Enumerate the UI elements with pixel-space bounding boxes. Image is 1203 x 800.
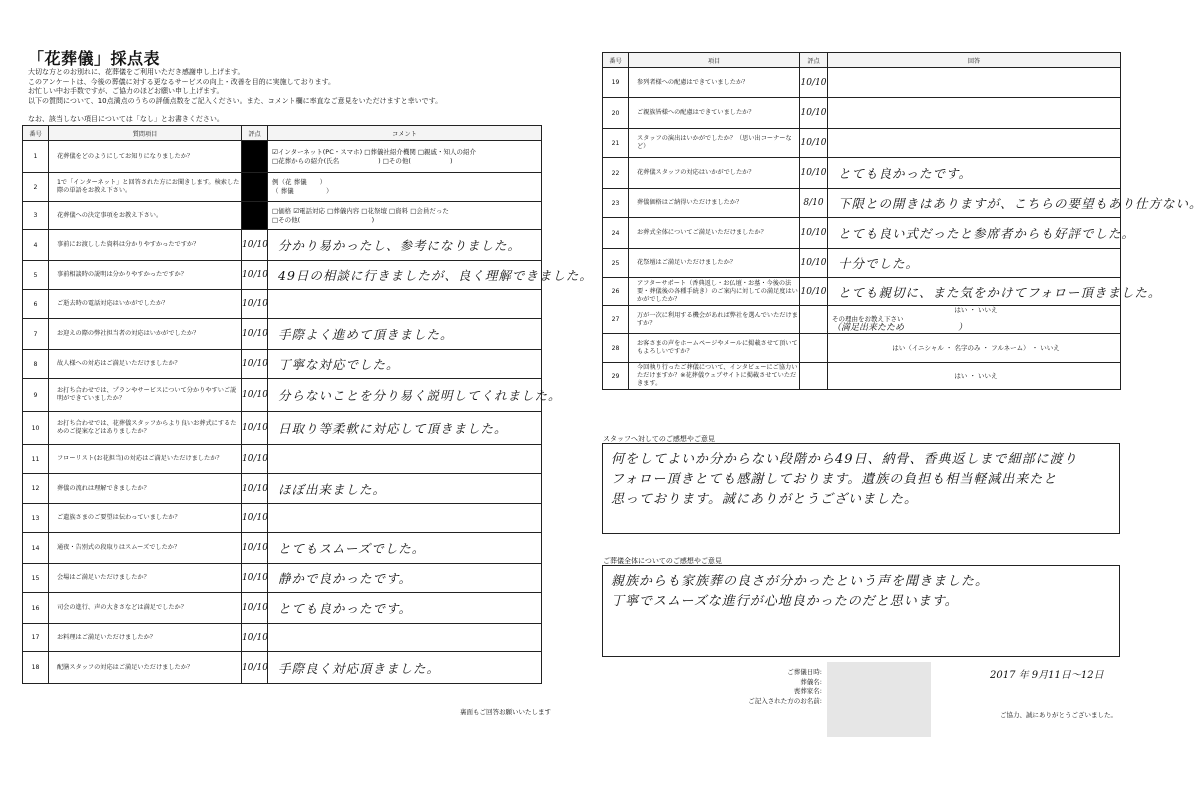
reason-value: （満足出来たため ） xyxy=(832,323,968,333)
score-value: 8/10 xyxy=(800,189,828,218)
score-value: 10/10 xyxy=(242,504,268,533)
answer-value: 下限との開きはありますが、こちらの要望もあり仕方ない。 xyxy=(828,189,1121,218)
comment-line: 思っております。誠にありがとうございました。 xyxy=(611,492,918,507)
question-text: フローリスト(お花担当)の対応はご満足いただけましたか？ xyxy=(49,445,242,474)
score-value: 10/10 xyxy=(242,230,268,261)
option-line: □花葬からの紹介(氏名 ) □その他( ) xyxy=(272,156,453,165)
table-row xyxy=(23,564,542,593)
answer-value: とても良い式だったと参席者からも好評でした。 xyxy=(828,218,1121,249)
deceased-label: 喪葬家名: xyxy=(793,687,822,695)
choice-cell xyxy=(828,306,1121,334)
score-value: 10/10 xyxy=(242,564,268,593)
answer-value xyxy=(828,98,1121,129)
overall-comment-label: ご葬儀全体についてのご感想やご意見 xyxy=(603,557,722,565)
question-text: お打ち合わせでは、花葬儀スタッフからより良いお葬式にするためのご提案などはありましたか？ xyxy=(49,412,242,445)
comment-value: とても良かったです。 xyxy=(268,593,542,624)
question-text: 配膳スタッフの対応はご満足いただけましたか？ xyxy=(49,652,242,684)
row-number: 20 xyxy=(603,98,629,129)
staff-comment-label: スタッフへ対してのご感想やご意見 xyxy=(603,435,715,443)
row-number: 7 xyxy=(23,319,49,350)
intro-text xyxy=(28,68,558,106)
table-row xyxy=(603,158,1121,189)
question-text: 花葬儀スタッフの対応はいかがでしたか？ xyxy=(629,158,800,189)
header-num: 番号 xyxy=(603,53,629,68)
score-value: 10/10 xyxy=(242,350,268,379)
comment-value: 分らないことを分り易く説明してくれました。 xyxy=(268,379,542,412)
score-value: 10/10 xyxy=(242,652,268,684)
score-value: 10/10 xyxy=(242,290,268,319)
score-value: 10/10 xyxy=(242,445,268,474)
choice-options: はい（イニシャル ・ 名字のみ ・ フルネーム） ・ いいえ xyxy=(892,343,1060,352)
comment-value: 分かり易かったし、参考になりました。 xyxy=(268,230,542,261)
funeral-date-value: 2017 年 9月11日〜12日 xyxy=(990,670,1104,681)
answer-value: 十分でした。 xyxy=(828,249,1121,278)
row-number: 16 xyxy=(23,593,49,624)
choice-cell xyxy=(828,334,1121,363)
redacted-block xyxy=(827,662,931,737)
staff-comment-box xyxy=(602,443,1120,534)
choice-options: はい ・ いいえ xyxy=(954,371,998,380)
score-value: 10/10 xyxy=(242,412,268,445)
row-number: 2 xyxy=(23,173,49,202)
row-number: 6 xyxy=(23,290,49,319)
question-text: 参列者様への配慮はできていましたか？ xyxy=(629,68,800,98)
comment-value: ほぼ出来ました。 xyxy=(268,474,542,504)
table-row xyxy=(603,129,1121,158)
table-row xyxy=(603,189,1121,218)
score-value: 10/10 xyxy=(242,533,268,564)
score-value xyxy=(800,306,828,334)
table-row xyxy=(603,334,1121,363)
overall-comment-box xyxy=(602,565,1120,657)
row-number: 3 xyxy=(23,202,49,230)
row-number: 29 xyxy=(603,363,629,390)
header-score: 評点 xyxy=(242,126,268,141)
comment-value xyxy=(268,290,542,319)
table-row xyxy=(23,504,542,533)
options-cell xyxy=(268,173,542,202)
comment-value: 49日の相談に行きましたが、良く理解できました。 xyxy=(268,261,542,290)
score-value: 10/10 xyxy=(800,98,828,129)
score-cell-blacked xyxy=(242,141,268,173)
option-line: □その他( ) xyxy=(272,215,375,224)
question-text: 花葬儀をどのようにしてお知りになりましたか？ xyxy=(49,141,242,173)
choice-options: はい ・ いいえ xyxy=(954,306,998,314)
table-row xyxy=(603,363,1121,390)
comment-value xyxy=(268,624,542,652)
question-text: 事前にお渡しした資料は分かりやすかったですか？ xyxy=(49,230,242,261)
question-text: ご親族皆様への配慮はできていましたか？ xyxy=(629,98,800,129)
score-value: 10/10 xyxy=(800,278,828,306)
comment-value: 丁寧な対応でした。 xyxy=(268,350,542,379)
row-number: 8 xyxy=(23,350,49,379)
options-cell xyxy=(268,141,542,173)
table-row xyxy=(23,319,542,350)
table-row xyxy=(603,249,1121,278)
row-number: 28 xyxy=(603,334,629,363)
row-number: 14 xyxy=(23,533,49,564)
left-survey-table xyxy=(22,125,593,684)
score-value: 10/10 xyxy=(800,68,828,98)
table-row xyxy=(603,68,1121,98)
table-row xyxy=(23,474,542,504)
comment-value xyxy=(268,504,542,533)
question-text: お迎えの際の弊社担当者の対応はいかがでしたか？ xyxy=(49,319,242,350)
row-number: 18 xyxy=(23,652,49,684)
hall-label: 葬儀名: xyxy=(800,677,822,686)
table-row xyxy=(603,306,1121,334)
comment-value xyxy=(268,445,542,474)
options-cell xyxy=(268,202,542,230)
question-text: ご逝去時の電話対応はいかがでしたか？ xyxy=(49,290,242,319)
table-row xyxy=(23,173,542,202)
option-line: （ 葬儀 ） xyxy=(272,187,333,195)
question-text: 葬儀価格はご納得いただけましたか？ xyxy=(629,189,800,218)
table-row xyxy=(23,350,542,379)
question-text: 万が一次に利用する機会があれば弊社を選んでいただけますか？ xyxy=(629,306,800,334)
score-value: 10/10 xyxy=(242,474,268,504)
table-row xyxy=(23,533,542,564)
date-label: ご葬儀日時: xyxy=(787,668,822,676)
header-score: 評点 xyxy=(800,53,828,68)
score-value: 10/10 xyxy=(800,218,828,249)
question-text: 司会の進行、声の大きさなどは満足でしたか？ xyxy=(49,593,242,624)
header-item: 質問項目 xyxy=(49,126,242,141)
note-text: なお、該当しない項目については「なし」とお書きください。 xyxy=(28,115,224,123)
comment-value: 静かで良かったです。 xyxy=(268,564,542,593)
row-number: 5 xyxy=(23,261,49,290)
comment-value: 手際よく進めて頂きました。 xyxy=(268,319,542,350)
table-row xyxy=(23,593,542,624)
question-text: 花祭壇はご満足いただけましたか？ xyxy=(629,249,800,278)
row-number: 12 xyxy=(23,474,49,504)
intro-line: 大切な方とのお別れに、花葬儀をご利用いただき感謝申し上げます。 xyxy=(28,68,245,76)
choice-cell xyxy=(828,363,1121,390)
row-number: 19 xyxy=(603,68,629,98)
question-text: 事前相談時の説明は分かりやすかったですか？ xyxy=(49,261,242,290)
score-value: 10/10 xyxy=(800,129,828,158)
option-line: □価格 ☑電話対応 □葬儀内容 □花祭壇 □資料 □会員だった xyxy=(272,206,449,215)
score-value: 10/10 xyxy=(800,249,828,278)
row-number: 26 xyxy=(603,278,629,306)
table-row xyxy=(603,98,1121,129)
answer-value: とても良かったです。 xyxy=(828,158,1121,189)
question-text: ご遺族さまのご要望は伝わっていましたか？ xyxy=(49,504,242,533)
question-text: お打ち合わせでは、プランやサービスについて分かりやすいご説明ができていましたか？ xyxy=(49,379,242,412)
meta-labels xyxy=(680,668,822,706)
writer-label: ご記入された方のお名前: xyxy=(748,696,822,705)
table-row xyxy=(23,230,542,261)
header-num: 番号 xyxy=(23,126,49,141)
comment-line: フォロー頂きとても感謝しております。遺族の負担も相当軽減出来たと xyxy=(611,472,1058,487)
table-row xyxy=(23,624,542,652)
intro-line: 以下の質問について、10点満点のうちの評価点数をご記入ください。また、コメント欄に率直なご意見をいただけますと幸いです。 xyxy=(28,96,443,105)
comment-line: 親族からも家族葬の良さが分かったという声を聞きました。 xyxy=(611,574,990,589)
table-row xyxy=(23,261,542,290)
comment-value: 手際良く対応頂きました。 xyxy=(268,652,542,684)
question-text: お葬式全体についてご満足いただけましたか？ xyxy=(629,218,800,249)
option-line: ☑インターネット(PC・スマホ) □葬儀社紹介機関 □親戚・知人の紹介 xyxy=(272,147,477,156)
answer-value: とても親切に、また気をかけてフォロー頂きました。 xyxy=(828,278,1121,306)
table-row xyxy=(23,652,542,684)
question-text: お客さまの声をホームページやメールに掲載させて頂いてもよろしいですか？ xyxy=(629,334,800,363)
table-row xyxy=(23,445,542,474)
table-row xyxy=(23,290,542,319)
comment-line: 丁寧でスムーズな進行が心地良かったのだと思います。 xyxy=(611,594,959,609)
table-row xyxy=(603,278,1121,306)
question-text: 花葬儀への決定事項をお教え下さい。 xyxy=(49,202,242,230)
row-number: 1 xyxy=(23,141,49,173)
row-number: 13 xyxy=(23,504,49,533)
question-text: 葬儀の流れは理解できましたか？ xyxy=(49,474,242,504)
row-number: 25 xyxy=(603,249,629,278)
sheet-title: 「花葬儀」採点表 xyxy=(28,49,161,68)
row-number: 15 xyxy=(23,564,49,593)
header-comment: コメント xyxy=(268,126,542,141)
score-cell-blacked xyxy=(242,202,268,230)
reason-label: その理由をお教え下さい xyxy=(832,315,904,323)
question-text: アフターサポート（香典返し・お仏壇・お墓・今後の法要・葬儀後の各種手続き）のご案内に対しての満足度はいかがでしたか？ xyxy=(629,278,800,306)
intro-line: お忙しい中お手数ですが、ご協力のほどお願い申し上げます。 xyxy=(28,87,224,96)
table-row xyxy=(603,218,1121,249)
score-value: 10/10 xyxy=(800,158,828,189)
table-row xyxy=(23,412,542,445)
question-text: 今回執り行ったご葬儀について、インタビューにご協力いただけますか？※花葬儀ウェブサイトに掲載させていただきます。 xyxy=(629,363,800,390)
score-cell-blacked xyxy=(242,173,268,202)
score-value: 10/10 xyxy=(242,624,268,652)
thanks-text: ご協力、誠にありがとうございました。 xyxy=(1000,711,1117,719)
intro-line: このアンケートは、今後の葬儀に対する更なるサービスの向上・改善を目的に実施しております。 xyxy=(28,77,336,86)
header-answer: 回答 xyxy=(828,53,1121,68)
question-text: 会場はご満足いただけましたか？ xyxy=(49,564,242,593)
right-survey-table xyxy=(602,52,1203,390)
table-row xyxy=(23,379,542,412)
comment-value: とてもスムーズでした。 xyxy=(268,533,542,564)
question-text: お料理はご満足いただけましたか？ xyxy=(49,624,242,652)
comment-value: 日取り等柔軟に対応して頂きました。 xyxy=(268,412,542,445)
row-number: 21 xyxy=(603,129,629,158)
score-value xyxy=(800,334,828,363)
question-text: 故人様への対応はご満足いただけましたか？ xyxy=(49,350,242,379)
score-value: 10/10 xyxy=(242,593,268,624)
question-text: 通夜・告別式の段取りはスムーズでしたか？ xyxy=(49,533,242,564)
score-value: 10/10 xyxy=(242,261,268,290)
score-value xyxy=(800,363,828,390)
row-number: 9 xyxy=(23,379,49,412)
question-text: スタッフの演出はいかがでしたか？（思い出コーナーなど） xyxy=(629,129,800,158)
row-number: 23 xyxy=(603,189,629,218)
row-number: 17 xyxy=(23,624,49,652)
option-line: 例（花 葬儀 ） xyxy=(272,178,327,186)
question-text: 1で「インターネット」と回答された方にお聞きします。検索した際の単語をお教え下さい。 xyxy=(49,173,242,202)
row-number: 4 xyxy=(23,230,49,261)
row-number: 24 xyxy=(603,218,629,249)
score-value: 10/10 xyxy=(242,379,268,412)
header-item: 項目 xyxy=(629,53,800,68)
footer-back-note: 裏面もご回答お願いいたします xyxy=(460,708,551,716)
score-value: 10/10 xyxy=(242,319,268,350)
row-number: 27 xyxy=(603,306,629,334)
comment-line: 何をしてよいか分からない段階から49日、納骨、香典返しまで細部に渡り xyxy=(611,452,1078,467)
table-row xyxy=(23,141,542,173)
answer-value xyxy=(828,129,1121,158)
table-row xyxy=(23,202,542,230)
row-number: 11 xyxy=(23,445,49,474)
row-number: 10 xyxy=(23,412,49,445)
row-number: 22 xyxy=(603,158,629,189)
answer-value xyxy=(828,68,1121,98)
